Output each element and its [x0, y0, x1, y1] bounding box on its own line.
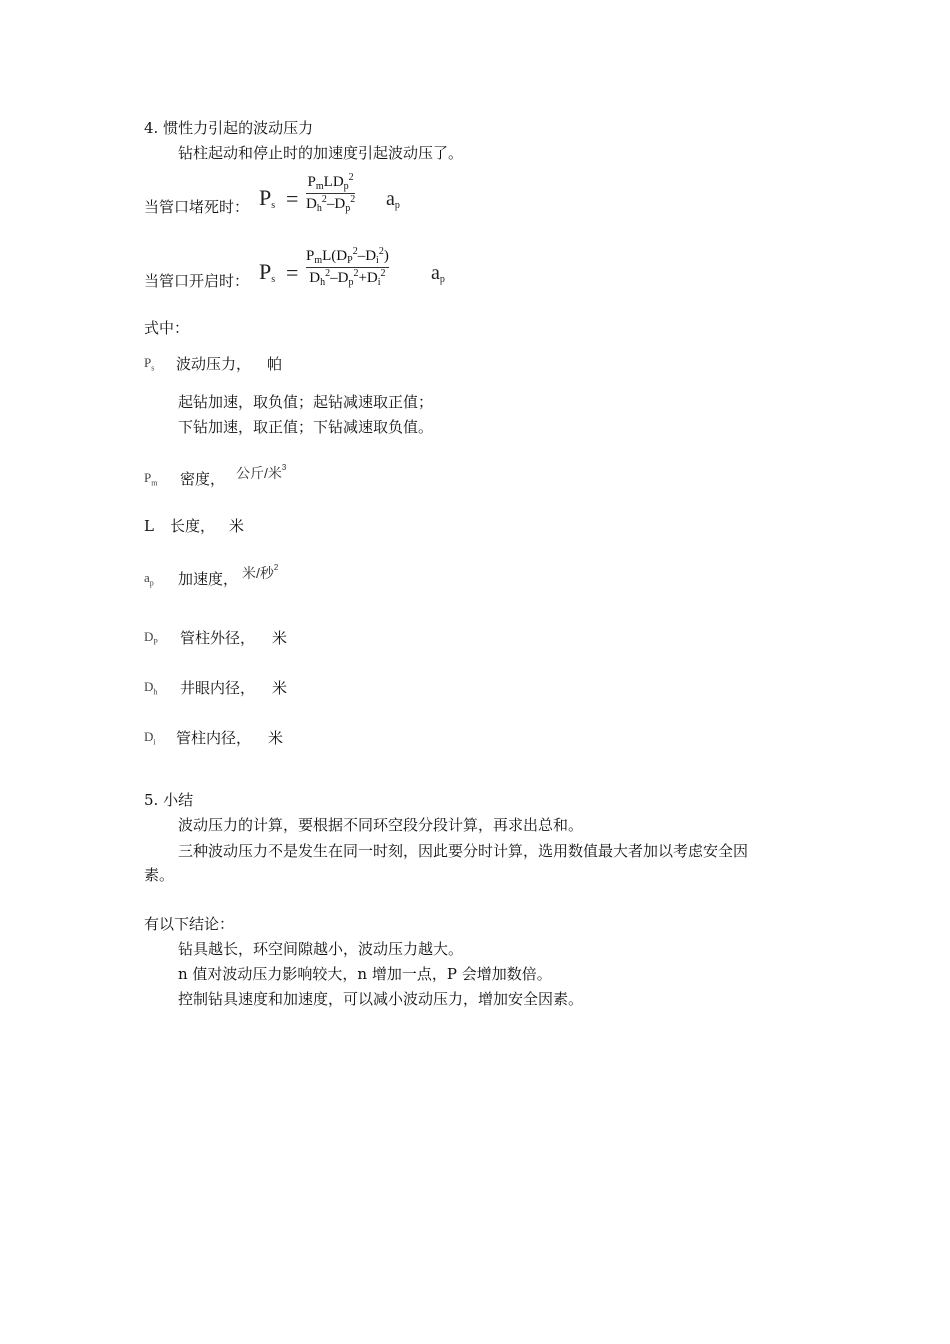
conclusion-label: 有以下结论：: [144, 915, 235, 933]
ap-unit: 米/秒$^2$: [242, 563, 279, 581]
symbol-dh: $D_h$: [144, 679, 158, 697]
formula-closed-numerator: $P_mLD_p^2$: [307, 172, 354, 192]
dh-unit: 米: [272, 679, 288, 697]
formula-open-numerator: $P_mL(D_P^2-D_i^2)$: [306, 246, 389, 266]
pm-description: 密度，: [180, 470, 226, 488]
section-5-paragraph-2-line-1: 三种波动压力不是发生在同一时刻，因此要分时计算，选用数值最大者加以考虑安全因: [178, 842, 749, 860]
dh-description: 井眼内径，: [180, 679, 256, 697]
conclusion-1: 钻具越长，环空间隙越小，波动压力越大。: [178, 940, 464, 958]
pm-unit: 公斤/米$^3$: [236, 463, 287, 481]
case-closed-label: 当管口堵死时：: [144, 198, 250, 216]
formula-closed-fraction: [306, 174, 355, 212]
section-5-paragraph-1: 波动压力的计算，要根据不同环空段分段计算，再求出总和。: [178, 816, 584, 834]
l-unit: 米: [229, 517, 245, 535]
formula-open-equals: =: [286, 260, 299, 285]
dp-unit: 米: [272, 629, 288, 647]
fraction-bar: [306, 267, 389, 268]
ps-note-2: 下钻加速，取正值；下钻减速取负值。: [178, 418, 434, 436]
case-open-label: 当管口开启时：: [144, 272, 250, 290]
section-4-heading: 4. 惯性力引起的波动压力: [144, 119, 314, 137]
symbol-di: $D_i$: [144, 729, 156, 747]
conclusion-3: 控制钻具速度和加速度，可以减小波动压力，增加安全因素。: [178, 990, 584, 1008]
section-5-heading: 5. 小结: [144, 791, 194, 809]
formula-open-fraction: [306, 248, 389, 286]
symbol-ap: $a_p$: [144, 570, 154, 588]
formula-open-denominator: $D_h^2-D_p^2+D_i^2$: [309, 268, 386, 288]
where-label: 式中：: [144, 319, 190, 337]
section-4-intro: 钻柱起动和停止时的加速度引起波动压了。: [178, 144, 464, 162]
symbol-l: L: [144, 517, 154, 535]
section-5-paragraph-2-line-2: 素。: [144, 866, 175, 884]
formula-closed-tail: $a_p$: [386, 188, 400, 211]
ps-note-1: 起钻加速，取负值；起钻减速取正值；: [178, 393, 434, 411]
conclusion-2: n 值对波动压力影响较大，n 增加一点，P 会增加数倍。: [178, 965, 552, 983]
formula-open-lhs: $P_s$: [259, 259, 276, 285]
di-unit: 米: [268, 729, 284, 747]
formula-closed-lhs: $P_s$: [259, 185, 276, 211]
l-description: 长度，: [170, 517, 216, 535]
di-description: 管柱内径，: [176, 729, 252, 747]
formula-closed-equals: =: [286, 186, 299, 211]
ap-description: 加速度，: [178, 570, 239, 588]
symbol-pm: $P_m$: [144, 470, 158, 488]
ps-unit: 帕: [267, 355, 283, 373]
symbol-ps: $P_s$: [144, 355, 155, 373]
symbol-dp: $D_P$: [144, 629, 158, 647]
formula-open-tail: $a_p$: [431, 262, 445, 285]
dp-description: 管柱外径，: [180, 629, 256, 647]
ps-description: 波动压力，: [176, 355, 252, 373]
fraction-bar: [306, 193, 355, 194]
formula-closed-denominator: $D_h^2-D_p^2$: [306, 194, 356, 214]
